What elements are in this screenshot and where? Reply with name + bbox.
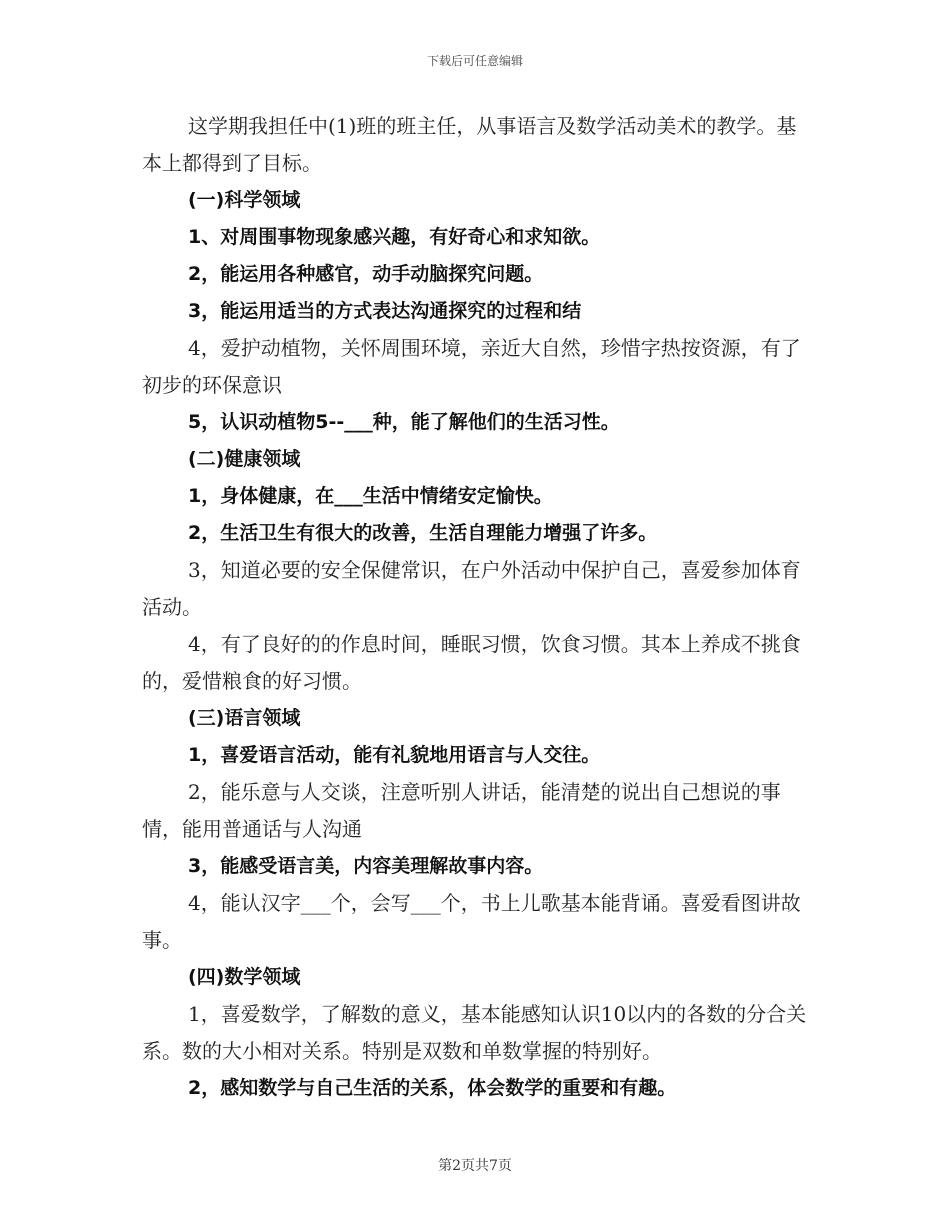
- section-heading-science: (一)科学领域: [188, 189, 301, 211]
- paragraph: 4，爱护动植物，关怀周围环境，亲近大自然，珍惜字热按资源，有了初步的环保意识: [142, 336, 801, 397]
- paragraph: 1，身体健康，在___生活中情绪安定愉快。: [188, 485, 553, 507]
- section-heading-language: (三)语言领域: [188, 707, 301, 729]
- paragraph: 1、对周围事物现象感兴趣，有好奇心和求知欲。: [188, 226, 601, 248]
- section-heading-health: (二)健康领域: [188, 448, 301, 470]
- page-header: 下载后可任意编辑: [426, 54, 523, 68]
- paragraph: 1，喜爱数学，了解数的意义，基本能感知认识10以内的各数的分合关系。数的大小相对关系。特别是双数和单数掌握的特别好。: [142, 1002, 807, 1063]
- page-footer: 第2页共7页: [438, 1158, 512, 1174]
- paragraph: 2，生活卫生有很大的改善，生活自理能力增强了许多。: [188, 522, 658, 544]
- paragraph: 3，能感受语言美，内容美理解故事内容。: [188, 855, 544, 877]
- paragraph: 4，能认汉字___个，会写___个，书上儿歌基本能背诵。喜爱看图讲故事。: [142, 891, 801, 952]
- paragraph: 3，知道必要的安全保健常识，在户外活动中保护自己，喜爱参加体育活动。: [142, 558, 801, 619]
- paragraph-intro: 这学期我担任中(1)班的班主任，从事语言及数学活动美术的教学。基本上都得到了目标。: [142, 114, 797, 175]
- paragraph: 4，有了良好的的作息时间，睡眠习惯，饮食习惯。其本上养成不挑食的，爱惜粮食的好习惯。: [142, 632, 801, 693]
- paragraph: 1，喜爱语言活动，能有礼貌地用语言与人交往。: [188, 744, 601, 766]
- paragraph: 5，认识动植物5--___种，能了解他们的生活习性。: [188, 411, 620, 433]
- document-body: [142, 108, 812, 1107]
- paragraph: 2，能乐意与人交谈，注意听别人讲话，能清楚的说出自己想说的事情，能用普通话与人沟通: [142, 780, 781, 841]
- paragraph: 2，能运用各种感官，动手动脑探究问题。: [188, 263, 544, 285]
- paragraph: 3，能运用适当的方式表达沟通探究的过程和结: [188, 300, 582, 322]
- section-heading-math: (四)数学领域: [188, 966, 301, 988]
- paragraph: 2，感知数学与自己生活的关系，体会数学的重要和有趣。: [188, 1077, 677, 1099]
